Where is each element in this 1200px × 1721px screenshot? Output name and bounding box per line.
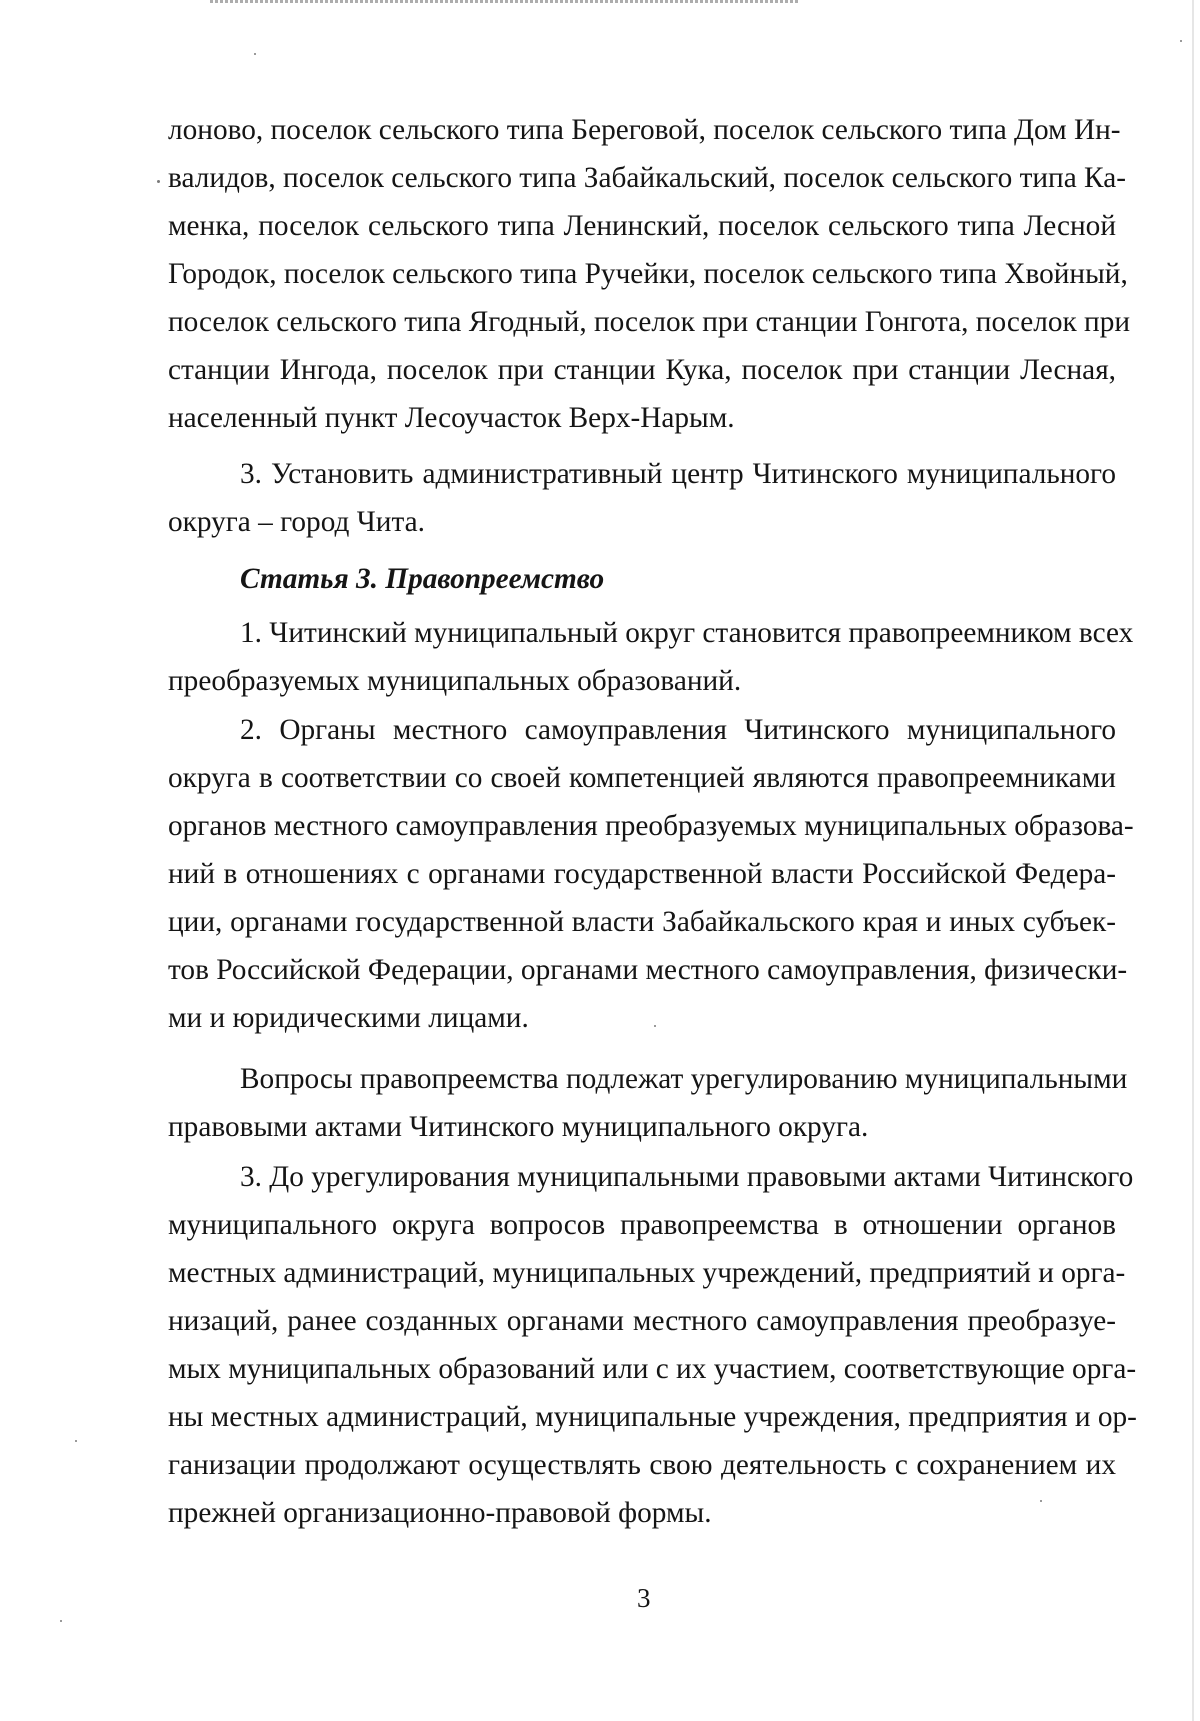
paragraph-succession-regulation	[168, 1055, 1128, 1151]
text-line: 2. Органы местного самоуправления Читинского муниципального	[240, 714, 1116, 746]
text-line: муниципального округа вопросов правопреемства в отношении органов	[168, 1209, 1116, 1241]
text-line: Городок, поселок сельского типа Ручейки, поселок сельского типа Хвойный,	[168, 258, 1128, 290]
text-line: населенный пункт Лесоучасток Верх-Нарым.	[168, 402, 735, 434]
text-line: мых муниципальных образований или с их участием, соответствующие орга-	[168, 1353, 1137, 1385]
text-line: прежней организационно-правовой формы.	[168, 1497, 712, 1529]
text-line: станции Ингода, поселок при станции Кука, поселок при станции Лесная,	[168, 354, 1116, 386]
text-line: ганизации продолжают осуществлять свою деятельность с сохранением их	[168, 1449, 1116, 1481]
scan-speck	[1180, 40, 1182, 42]
text-line: ми и юридическими лицами.	[168, 1002, 529, 1034]
scan-speck	[75, 1440, 77, 1442]
text-line: поселок сельского типа Ягодный, поселок при станции Гонгота, поселок при	[168, 306, 1131, 338]
paragraph-until-regulation	[168, 1153, 1137, 1537]
paragraph-successor	[168, 609, 1134, 705]
text-line: органов местного самоуправления преобразуемых муниципальных образова-	[168, 810, 1134, 842]
scan-top-edge-artifact	[210, 0, 800, 3]
text-line: ний в отношениях с органами государственной власти Российской Федера-	[168, 858, 1116, 890]
text-line: правовыми актами Читинского муниципального округа.	[168, 1111, 869, 1143]
text-line: местных администраций, муниципальных учреждений, предприятий и орга-	[168, 1257, 1126, 1289]
scan-speck	[1040, 1500, 1042, 1502]
text-line: округа – город Чита.	[168, 506, 425, 538]
text-line: преобразуемых муниципальных образований.	[168, 665, 742, 697]
scan-speck	[254, 53, 256, 55]
article-heading: Статья 3. Правопреемство	[240, 563, 605, 595]
scan-speck	[654, 1025, 656, 1027]
paragraph-admin-center	[168, 450, 1116, 546]
text-line: Вопросы правопреемства подлежат урегулированию муниципальными	[240, 1063, 1128, 1095]
text-line: ции, органами государственной власти Забайкальского края и иных субъек-	[168, 906, 1116, 938]
paragraph-settlements-list	[168, 106, 1131, 442]
text-line: менка, поселок сельского типа Ленинский, поселок сельского типа Лесной	[168, 210, 1116, 242]
page-number: 3	[637, 1583, 651, 1613]
scan-speck	[60, 1620, 62, 1622]
text-line: 3. До урегулирования муниципальными правовыми актами Читинского	[240, 1161, 1134, 1193]
scan-speck	[157, 180, 160, 183]
text-line: 3. Установить административный центр Читинского муниципального	[240, 458, 1116, 490]
text-line: лоново, поселок сельского типа Береговой, поселок сельского типа Дом Ин-	[168, 114, 1121, 146]
scan-right-edge-artifact	[1192, 0, 1194, 1721]
text-line: 1. Читинский муниципальный округ становится правопреемником всех	[240, 617, 1134, 649]
text-line: округа в соответствии со своей компетенцией являются правопреемниками	[168, 762, 1116, 794]
text-line: ны местных администраций, муниципальные учреждения, предприятия и ор-	[168, 1401, 1137, 1433]
paragraph-local-government-bodies	[168, 706, 1134, 1042]
text-line: низаций, ранее созданных органами местного самоуправления преобразуе-	[168, 1305, 1116, 1337]
text-line: тов Российской Федерации, органами местного самоуправления, физически-	[168, 954, 1128, 986]
text-line: валидов, поселок сельского типа Забайкальский, поселок сельского типа Ка-	[168, 162, 1126, 194]
